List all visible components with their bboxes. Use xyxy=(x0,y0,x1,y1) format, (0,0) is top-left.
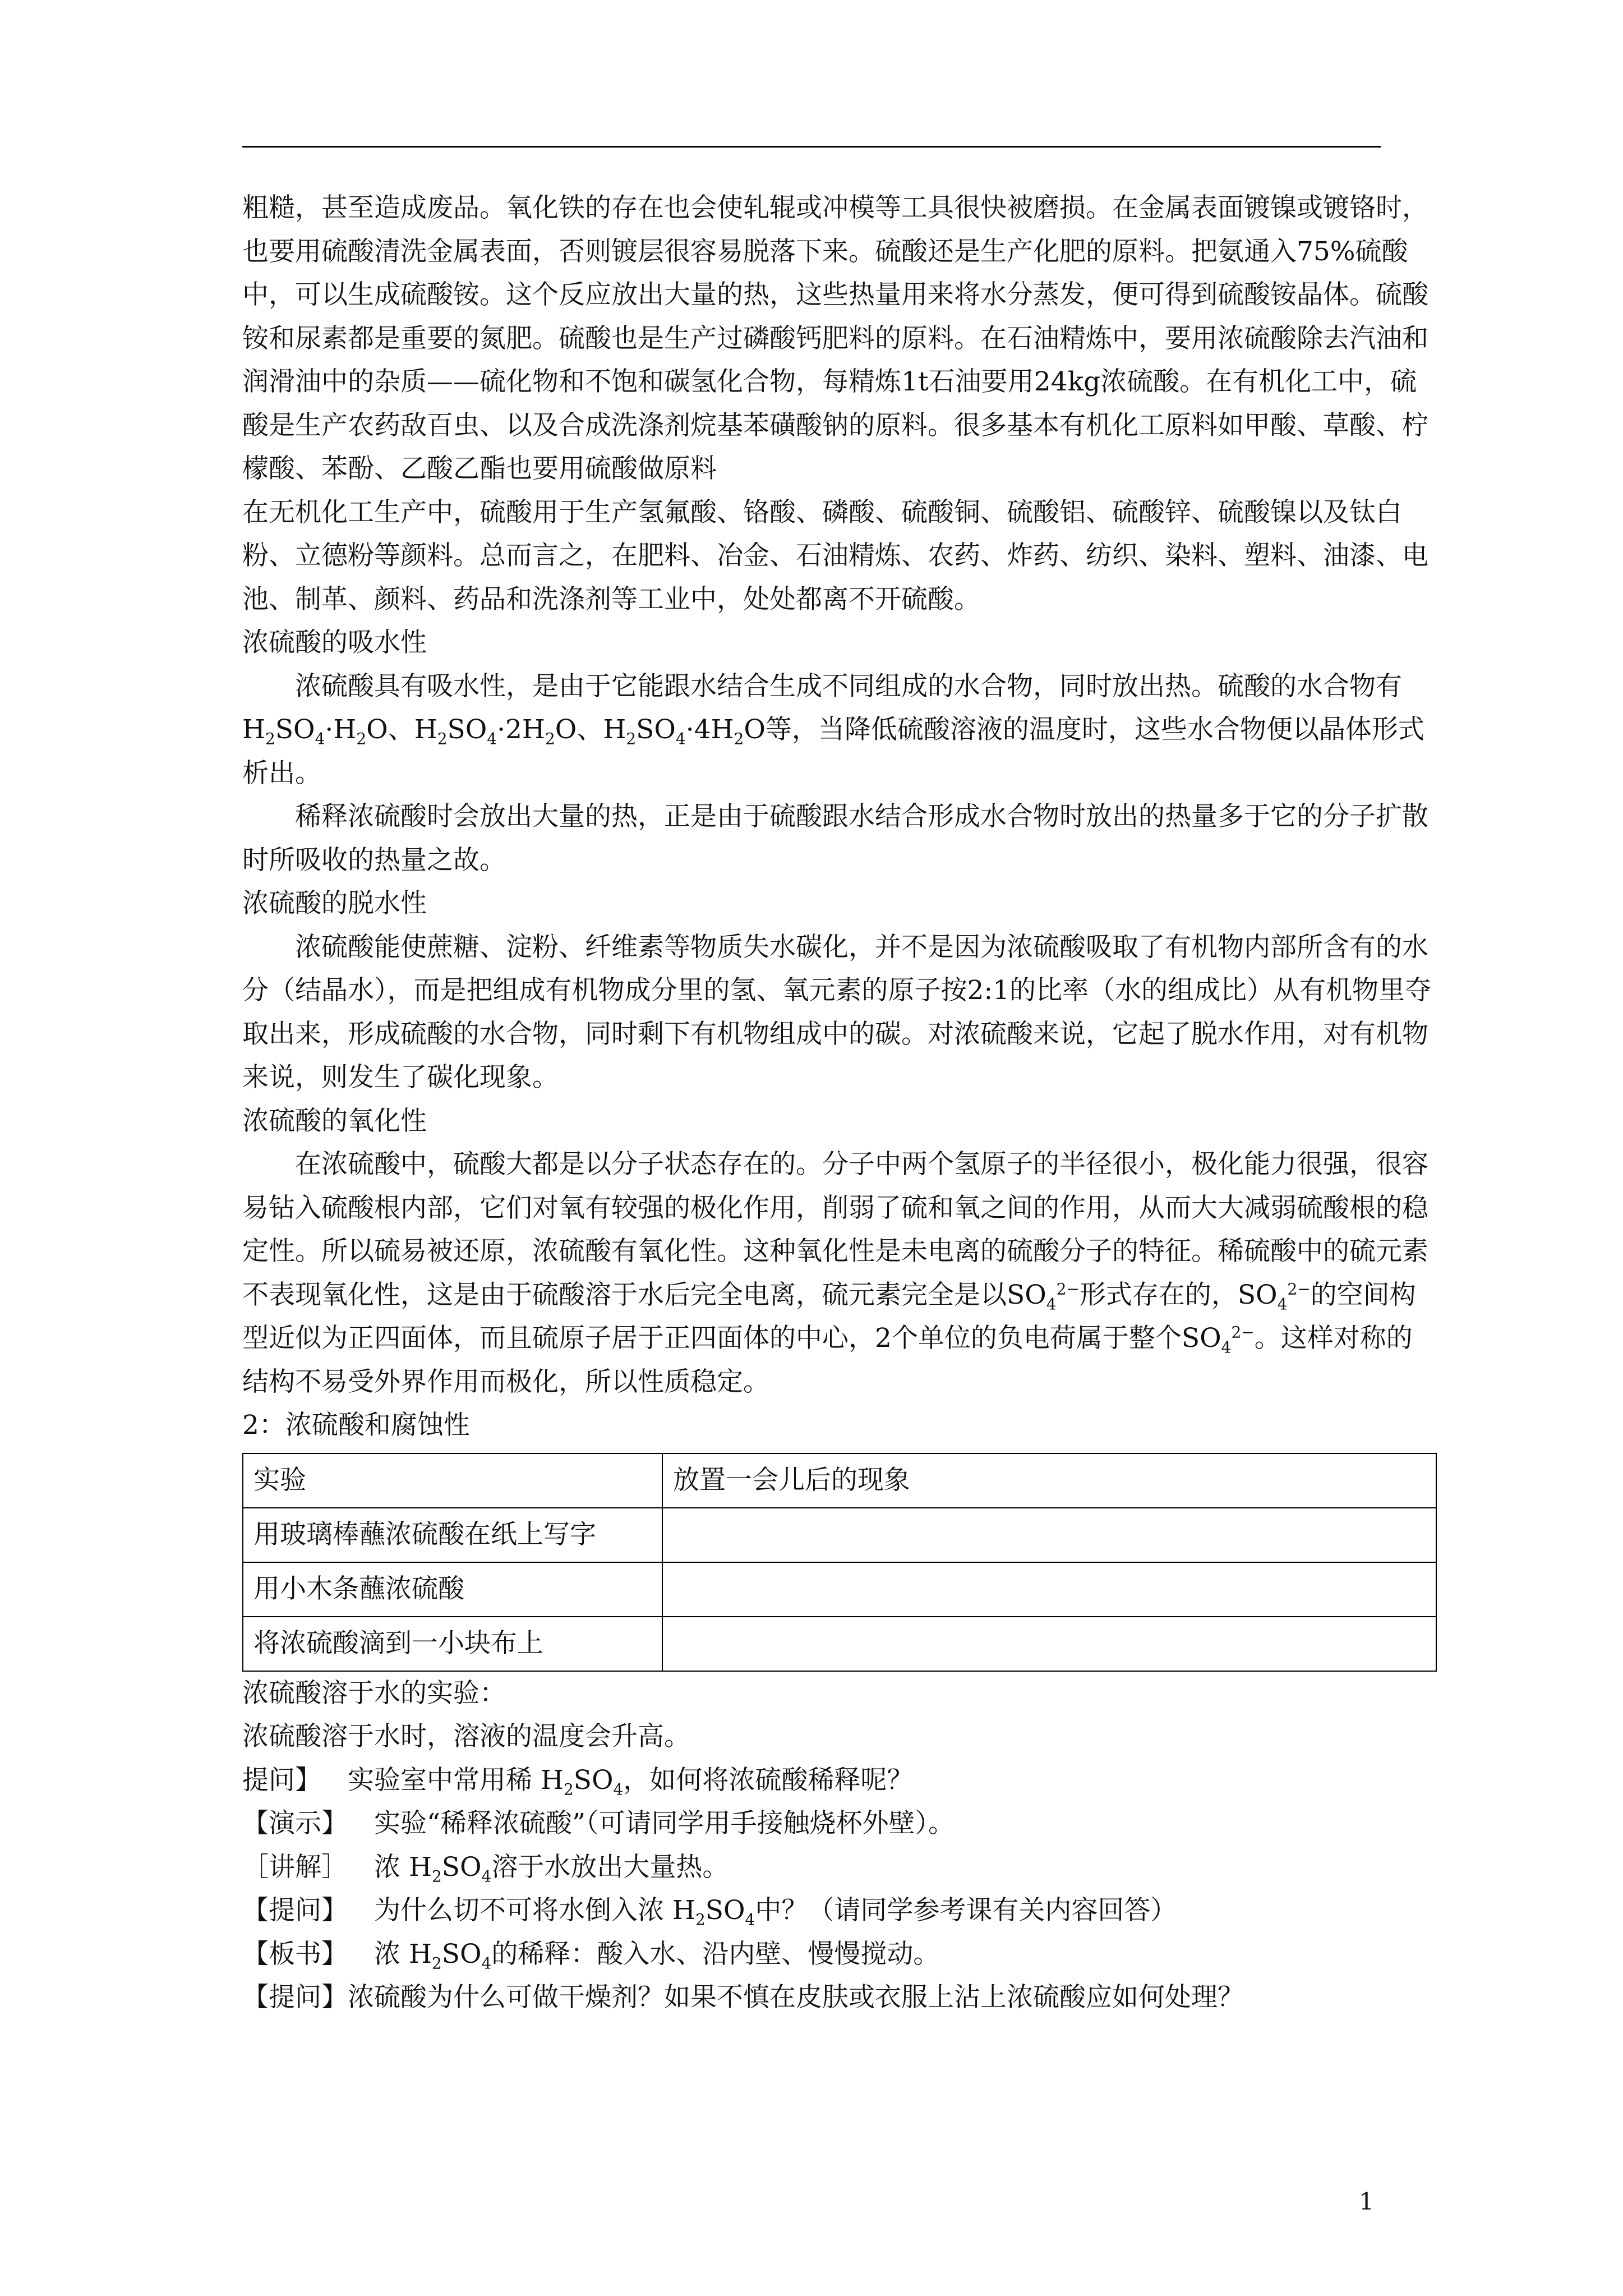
table-header-row xyxy=(243,1453,1436,1508)
table-header-cell: 实验 xyxy=(243,1453,662,1508)
board-line: 【板书】 浓 $H_2SO_4$的稀释：酸入水、沿内壁、慢慢搅动。 xyxy=(242,1938,940,1972)
section-title-oxidize: 浓硫酸的氧化性 xyxy=(242,1105,427,1137)
section-title-corrosion: 2：浓硫酸和腐蚀性 xyxy=(242,1410,470,1441)
question-3: 【提问】浓硫酸为什么可做干燥剂？如果不慎在皮肤或衣服上沾上浓硫酸应如何处理？ xyxy=(242,1982,1244,2013)
question-2: 【提问】 为什么切不可将水倒入浓 $H_2SO_4$中？（请同学参考课有关内容回答） xyxy=(242,1895,1177,1929)
paragraph-oxidize: 在浓硫酸中，硫酸大都是以分子状态存在的。分子中两个氢原子的半径很小，极化能力很强，很容易钻入硫酸根内部，它们对氧有较强的极化作用，削弱了硫和氧之间的作用，从而大大减弱硫酸根的稳定性。所以硫易被还原，浓硫酸有氧化性。这种氧化性是未电离的硫酸分子的特征。稀硫酸中的硫元素不表现氧化性，这是由于硫酸溶于水后完全电离，硫元素完全是以$SO_4^{2-}$形式存在的，$SO_4^{2-}$的空间构型近似为正四面体，而且硫原子居于正四面体的中心，2个单位的负电荷属于整个$SO_4^{2-}$。这样对称的结构不易受外界作用而极化，所以性质稳定。 xyxy=(242,1149,1428,1397)
table-row xyxy=(243,1508,1436,1562)
question-1: 提问】 实验室中常用稀 $H_2SO_4$，如何将浓硫酸稀释呢？ xyxy=(242,1764,914,1798)
table-cell xyxy=(662,1562,1436,1617)
table-cell xyxy=(662,1508,1436,1562)
table-cell: 用玻璃棒蘸浓硫酸在纸上写字 xyxy=(243,1508,662,1562)
paragraph-dehydrate: 浓硫酸能使蔗糖、淀粉、纤维素等物质失水碳化，并不是因为浓硫酸吸取了有机物内部所含有的水分（结晶水），而是把组成有机物成分里的氢、氧元素的原子按2:1的比率（水的组成比）从有机物里夺取出来，形成硫酸的水合物，同时剩下有机物组成中的碳。对浓硫酸来说，它起了脱水作用，对有机物来说，则发生了碳化现象。 xyxy=(242,931,1432,1093)
paragraph-inorganic: 在无机化工生产中，硫酸用于生产氢氟酸、铬酸、磷酸、硫酸铜、硫酸铝、硫酸锌、硫酸镍以及钛白粉、立德粉等颜料。总而言之，在肥料、冶金、石油精炼、农药、炸药、纺织、染料、塑料、油漆、电池、制革、颜料、药品和洗涤剂等工业中，处处都离不开硫酸。 xyxy=(242,496,1428,615)
paragraph-absorb-2: 稀释浓硫酸时会放出大量的热，正是由于硫酸跟水结合形成水合物时放出的热量多于它的分子扩散时所吸收的热量之故。 xyxy=(242,801,1428,876)
section-title-absorb: 浓硫酸的吸水性 xyxy=(242,627,427,658)
line-dissolve-title: 浓硫酸溶于水的实验： xyxy=(242,1677,506,1709)
table-cell: 用小木条蘸浓硫酸 xyxy=(243,1562,662,1617)
header-rule xyxy=(242,146,1381,148)
page-number: 1 xyxy=(1359,2188,1374,2215)
table-header-cell: 放置一会儿后的现象 xyxy=(662,1453,1436,1508)
table-cell: 将浓硫酸滴到一小块布上 xyxy=(243,1617,662,1671)
paragraph-absorb-1: 浓硫酸具有吸水性，是由于它能跟水结合生成不同组成的水合物，同时放出热。硫酸的水合物有$H_2SO_4\cdot H_2O$、$H_2SO_4\cdot 2H_2O$、$H_2SO_4\cdot 4H_2O$等，当降低硫酸溶液的温度时，这些水合物便以晶体形式析出。 xyxy=(242,670,1424,789)
document-body xyxy=(242,186,1437,2019)
experiment-table xyxy=(242,1453,1437,1672)
table-row xyxy=(243,1562,1436,1617)
table-row xyxy=(243,1617,1436,1671)
paragraph-applications: 粗糙，甚至造成废品。氧化铁的存在也会使轧辊或冲模等工具很快被磨损。在金属表面镀镍或镀铬时，也要用硫酸清洗金属表面，否则镀层很容易脱落下来。硫酸还是生产化肥的原料。把氨通入75%硫酸中，可以生成硫酸铵。这个反应放出大量的热，这些热量用来将水分蒸发，便可得到硫酸铵晶体。硫酸铵和尿素都是重要的氮肥。硫酸也是生产过磷酸钙肥料的原料。在石油精炼中，要用浓硫酸除去汽油和润滑油中的杂质——硫化物和不饱和碳氢化合物，每精炼1t石油要用24kg浓硫酸。在有机化工中，硫酸是生产农药敌百虫、以及合成洗涤剂烷基苯磺酸钠的原料。很多基本有机化工原料如甲酸、草酸、柠檬酸、苯酚、乙酸乙酯也要用硫酸做原料 xyxy=(242,192,1428,484)
explain-line: ［讲解］ 浓 $H_2SO_4$溶于水放出大量热。 xyxy=(242,1851,729,1885)
line-dissolve-temp: 浓硫酸溶于水时，溶液的温度会升高。 xyxy=(242,1721,690,1752)
section-title-dehydrate: 浓硫酸的脱水性 xyxy=(242,888,427,919)
demo-line: 【演示】 实验“稀释浓硫酸”（可请同学用手接触烧杯外壁）。 xyxy=(242,1808,955,1839)
table-cell xyxy=(662,1617,1436,1671)
